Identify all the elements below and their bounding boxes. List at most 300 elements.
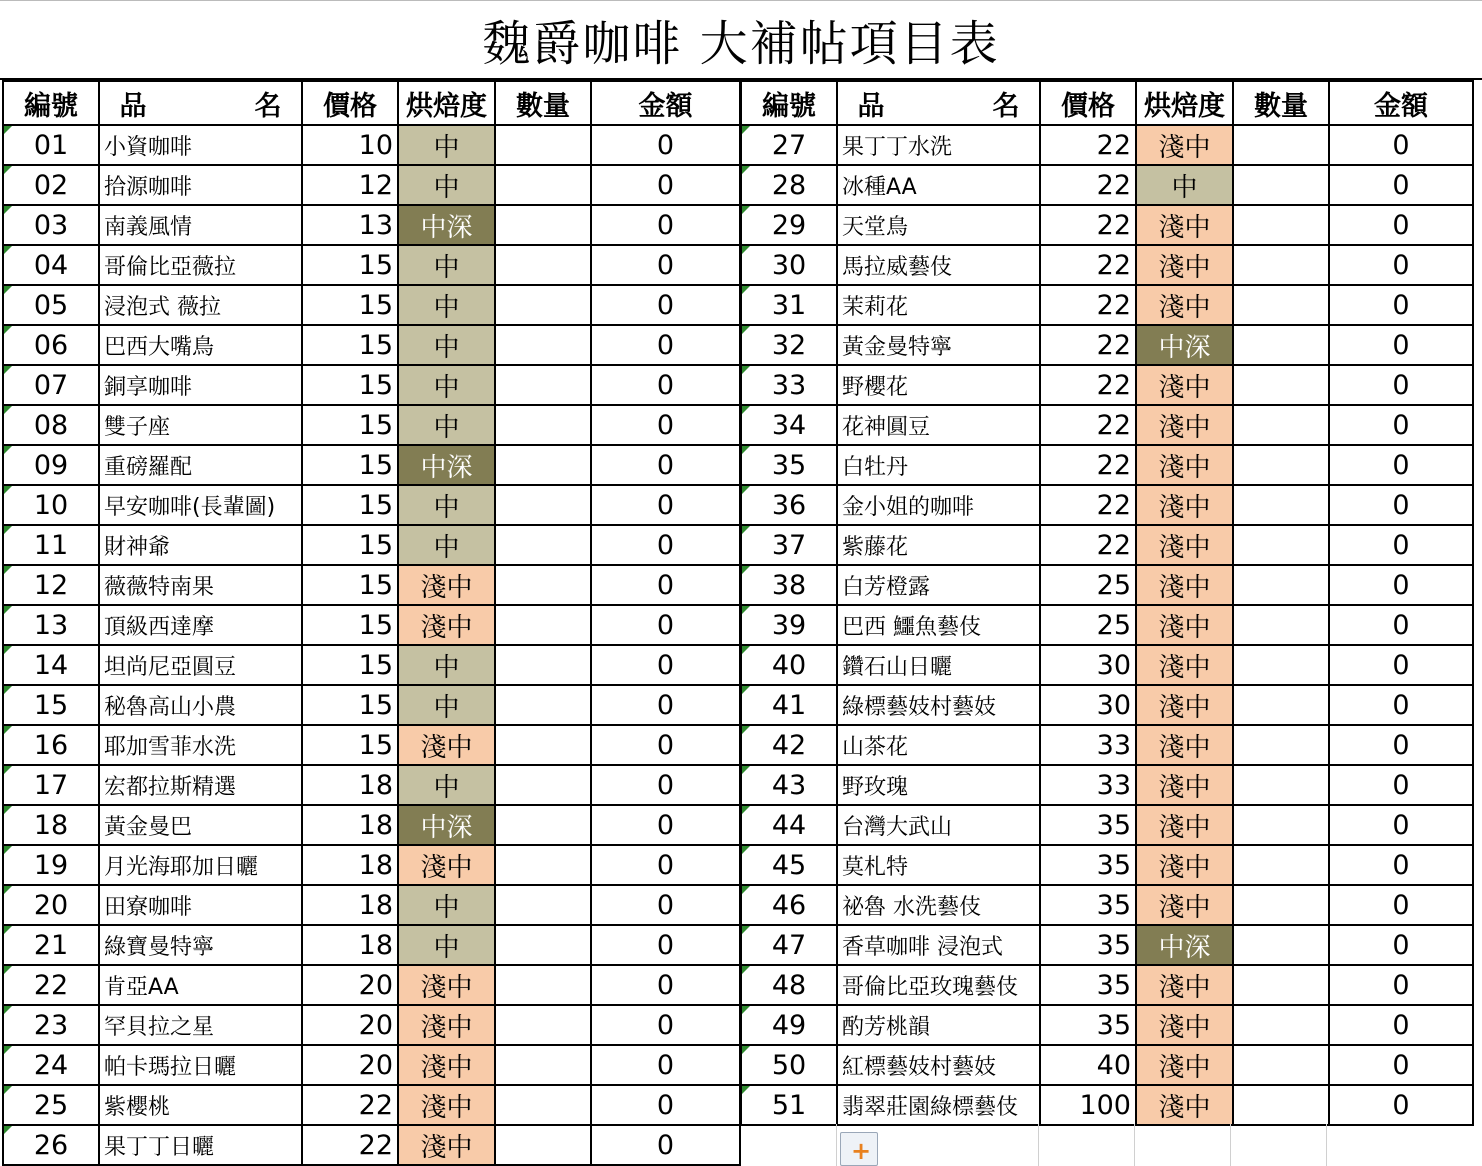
header-no[interactable]: 編號	[741, 81, 837, 125]
amount-cell[interactable]: 0	[591, 1125, 740, 1165]
roast-level-cell[interactable]: 中	[398, 685, 495, 725]
item-name-cell[interactable]: 果丁丁日曬	[99, 1125, 302, 1165]
quantity-cell[interactable]	[495, 485, 591, 525]
item-price-cell[interactable]: 22	[1040, 325, 1136, 365]
item-name-cell[interactable]: 黃金曼巴	[99, 805, 302, 845]
item-price-cell[interactable]: 18	[302, 805, 398, 845]
item-name-cell[interactable]: 冰種AA	[837, 165, 1040, 205]
item-price-cell[interactable]: 15	[302, 605, 398, 645]
amount-cell[interactable]: 0	[1329, 485, 1473, 525]
quantity-cell[interactable]	[495, 765, 591, 805]
header-roast[interactable]: 烘焙度	[398, 81, 495, 125]
roast-level-cell[interactable]: 淺中	[1136, 525, 1233, 565]
quantity-cell[interactable]	[1233, 165, 1329, 205]
item-number-cell[interactable]: 27	[741, 125, 837, 165]
roast-level-cell[interactable]: 中	[398, 525, 495, 565]
amount-cell[interactable]: 0	[1329, 405, 1473, 445]
item-price-cell[interactable]: 10	[302, 125, 398, 165]
item-price-cell[interactable]: 15	[302, 565, 398, 605]
item-name-cell[interactable]: 拾源咖啡	[99, 165, 302, 205]
roast-level-cell[interactable]: 中深	[398, 805, 495, 845]
item-price-cell[interactable]: 18	[302, 845, 398, 885]
item-name-cell[interactable]: 香草咖啡 浸泡式	[837, 925, 1040, 965]
item-price-cell[interactable]: 35	[1040, 965, 1136, 1005]
item-price-cell[interactable]: 15	[302, 525, 398, 565]
roast-level-cell[interactable]: 淺中	[398, 1085, 495, 1125]
roast-level-cell[interactable]: 中	[398, 245, 495, 285]
roast-level-cell[interactable]: 淺中	[1136, 245, 1233, 285]
item-price-cell[interactable]: 15	[302, 445, 398, 485]
amount-cell[interactable]: 0	[591, 525, 740, 565]
roast-level-cell[interactable]: 淺中	[1136, 125, 1233, 165]
quantity-cell[interactable]	[495, 685, 591, 725]
roast-level-cell[interactable]: 淺中	[1136, 1005, 1233, 1045]
item-number-cell[interactable]: 19	[3, 845, 99, 885]
amount-cell[interactable]: 0	[1329, 885, 1473, 925]
item-name-cell[interactable]: 罕貝拉之星	[99, 1005, 302, 1045]
quantity-cell[interactable]	[495, 365, 591, 405]
header-name[interactable]: 品 名	[99, 81, 302, 125]
amount-cell[interactable]: 0	[591, 325, 740, 365]
item-price-cell[interactable]: 35	[1040, 925, 1136, 965]
amount-cell[interactable]: 0	[591, 285, 740, 325]
amount-cell[interactable]: 0	[1329, 325, 1473, 365]
item-name-cell[interactable]: 花神圓豆	[837, 405, 1040, 445]
roast-level-cell[interactable]: 淺中	[1136, 805, 1233, 845]
paste-options-icon[interactable]	[840, 1132, 878, 1166]
item-price-cell[interactable]: 18	[302, 885, 398, 925]
item-number-cell[interactable]: 37	[741, 525, 837, 565]
item-price-cell[interactable]: 30	[1040, 685, 1136, 725]
quantity-cell[interactable]	[495, 885, 591, 925]
roast-level-cell[interactable]: 中深	[1136, 925, 1233, 965]
roast-level-cell[interactable]: 中	[398, 885, 495, 925]
quantity-cell[interactable]	[1233, 1005, 1329, 1045]
quantity-cell[interactable]	[495, 405, 591, 445]
amount-cell[interactable]: 0	[1329, 645, 1473, 685]
quantity-cell[interactable]	[1233, 845, 1329, 885]
item-number-cell[interactable]: 09	[3, 445, 99, 485]
quantity-cell[interactable]	[1233, 525, 1329, 565]
amount-cell[interactable]: 0	[1329, 125, 1473, 165]
item-number-cell[interactable]: 08	[3, 405, 99, 445]
item-name-cell[interactable]: 秘魯高山小農	[99, 685, 302, 725]
item-price-cell[interactable]: 30	[1040, 645, 1136, 685]
quantity-cell[interactable]	[495, 125, 591, 165]
amount-cell[interactable]: 0	[1329, 285, 1473, 325]
amount-cell[interactable]: 0	[591, 1045, 740, 1085]
roast-level-cell[interactable]: 中	[398, 405, 495, 445]
roast-level-cell[interactable]: 中深	[1136, 325, 1233, 365]
item-number-cell[interactable]: 14	[3, 645, 99, 685]
item-number-cell[interactable]: 48	[741, 965, 837, 1005]
item-name-cell[interactable]: 浸泡式 薇拉	[99, 285, 302, 325]
item-number-cell[interactable]: 39	[741, 605, 837, 645]
roast-level-cell[interactable]: 中	[398, 365, 495, 405]
item-number-cell[interactable]: 07	[3, 365, 99, 405]
item-name-cell[interactable]: 帕卡瑪拉日曬	[99, 1045, 302, 1085]
roast-level-cell[interactable]: 中	[398, 325, 495, 365]
item-price-cell[interactable]: 22	[1040, 285, 1136, 325]
quantity-cell[interactable]	[495, 1005, 591, 1045]
item-price-cell[interactable]: 22	[1040, 485, 1136, 525]
quantity-cell[interactable]	[495, 925, 591, 965]
item-name-cell[interactable]: 坦尚尼亞圓豆	[99, 645, 302, 685]
roast-level-cell[interactable]: 淺中	[1136, 365, 1233, 405]
quantity-cell[interactable]	[1233, 125, 1329, 165]
item-name-cell[interactable]: 哥倫比亞薇拉	[99, 245, 302, 285]
quantity-cell[interactable]	[1233, 445, 1329, 485]
roast-level-cell[interactable]: 淺中	[1136, 285, 1233, 325]
item-price-cell[interactable]: 33	[1040, 765, 1136, 805]
quantity-cell[interactable]	[1233, 485, 1329, 525]
item-price-cell[interactable]: 18	[302, 765, 398, 805]
item-price-cell[interactable]: 15	[302, 725, 398, 765]
amount-cell[interactable]: 0	[591, 725, 740, 765]
roast-level-cell[interactable]: 中深	[398, 445, 495, 485]
header-name[interactable]: 品 名	[837, 81, 1040, 125]
item-number-cell[interactable]: 15	[3, 685, 99, 725]
quantity-cell[interactable]	[1233, 205, 1329, 245]
quantity-cell[interactable]	[495, 1125, 591, 1165]
roast-level-cell[interactable]: 中	[398, 645, 495, 685]
item-name-cell[interactable]: 馬拉威藝伎	[837, 245, 1040, 285]
item-price-cell[interactable]: 20	[302, 1045, 398, 1085]
item-number-cell[interactable]: 51	[741, 1085, 837, 1125]
roast-level-cell[interactable]: 中	[398, 285, 495, 325]
item-number-cell[interactable]: 24	[3, 1045, 99, 1085]
item-price-cell[interactable]: 15	[302, 405, 398, 445]
roast-level-cell[interactable]: 淺中	[398, 1045, 495, 1085]
item-name-cell[interactable]: 白芳橙露	[837, 565, 1040, 605]
item-name-cell[interactable]: 黃金曼特寧	[837, 325, 1040, 365]
item-name-cell[interactable]: 鑽石山日曬	[837, 645, 1040, 685]
roast-level-cell[interactable]: 淺中	[1136, 565, 1233, 605]
header-roast[interactable]: 烘焙度	[1136, 81, 1233, 125]
quantity-cell[interactable]	[495, 845, 591, 885]
item-number-cell[interactable]: 50	[741, 1045, 837, 1085]
quantity-cell[interactable]	[1233, 765, 1329, 805]
item-number-cell[interactable]: 45	[741, 845, 837, 885]
roast-level-cell[interactable]: 淺中	[1136, 725, 1233, 765]
item-name-cell[interactable]: 祕魯 水洗藝伎	[837, 885, 1040, 925]
item-name-cell[interactable]: 財神爺	[99, 525, 302, 565]
amount-cell[interactable]: 0	[1329, 205, 1473, 245]
item-price-cell[interactable]: 15	[302, 245, 398, 285]
item-name-cell[interactable]: 白牡丹	[837, 445, 1040, 485]
quantity-cell[interactable]	[1233, 885, 1329, 925]
quantity-cell[interactable]	[1233, 645, 1329, 685]
item-price-cell[interactable]: 35	[1040, 1005, 1136, 1045]
roast-level-cell[interactable]: 淺中	[1136, 765, 1233, 805]
item-price-cell[interactable]: 22	[1040, 245, 1136, 285]
item-number-cell[interactable]: 05	[3, 285, 99, 325]
quantity-cell[interactable]	[1233, 245, 1329, 285]
roast-level-cell[interactable]: 淺中	[1136, 885, 1233, 925]
roast-level-cell[interactable]: 淺中	[398, 965, 495, 1005]
quantity-cell[interactable]	[495, 565, 591, 605]
amount-cell[interactable]: 0	[591, 365, 740, 405]
amount-cell[interactable]: 0	[1329, 245, 1473, 285]
roast-level-cell[interactable]: 中	[398, 925, 495, 965]
item-price-cell[interactable]: 35	[1040, 845, 1136, 885]
item-name-cell[interactable]: 果丁丁水洗	[837, 125, 1040, 165]
item-price-cell[interactable]: 15	[302, 365, 398, 405]
amount-cell[interactable]: 0	[1329, 525, 1473, 565]
item-number-cell[interactable]: 23	[3, 1005, 99, 1045]
item-price-cell[interactable]: 15	[302, 285, 398, 325]
item-number-cell[interactable]: 49	[741, 1005, 837, 1045]
header-qty[interactable]: 數量	[1233, 81, 1329, 125]
item-number-cell[interactable]: 29	[741, 205, 837, 245]
item-number-cell[interactable]: 31	[741, 285, 837, 325]
item-name-cell[interactable]: 頂級西達摩	[99, 605, 302, 645]
amount-cell[interactable]: 0	[1329, 365, 1473, 405]
roast-level-cell[interactable]: 中	[398, 125, 495, 165]
item-name-cell[interactable]: 台灣大武山	[837, 805, 1040, 845]
item-number-cell[interactable]: 34	[741, 405, 837, 445]
quantity-cell[interactable]	[1233, 725, 1329, 765]
item-number-cell[interactable]: 42	[741, 725, 837, 765]
item-price-cell[interactable]: 25	[1040, 565, 1136, 605]
item-number-cell[interactable]: 16	[3, 725, 99, 765]
item-number-cell[interactable]: 38	[741, 565, 837, 605]
amount-cell[interactable]: 0	[591, 485, 740, 525]
roast-level-cell[interactable]: 淺中	[398, 605, 495, 645]
item-price-cell[interactable]: 15	[302, 325, 398, 365]
amount-cell[interactable]: 0	[1329, 805, 1473, 845]
quantity-cell[interactable]	[495, 805, 591, 845]
roast-level-cell[interactable]: 淺中	[1136, 445, 1233, 485]
roast-level-cell[interactable]: 淺中	[1136, 485, 1233, 525]
item-price-cell[interactable]: 22	[302, 1125, 398, 1165]
quantity-cell[interactable]	[1233, 685, 1329, 725]
item-number-cell[interactable]: 44	[741, 805, 837, 845]
amount-cell[interactable]: 0	[1329, 845, 1473, 885]
item-price-cell[interactable]: 22	[1040, 125, 1136, 165]
roast-level-cell[interactable]: 中	[398, 485, 495, 525]
item-number-cell[interactable]: 21	[3, 925, 99, 965]
item-price-cell[interactable]: 35	[1040, 805, 1136, 845]
amount-cell[interactable]: 0	[1329, 725, 1473, 765]
item-name-cell[interactable]: 南義風情	[99, 205, 302, 245]
item-name-cell[interactable]: 薇薇特南果	[99, 565, 302, 605]
item-price-cell[interactable]: 35	[1040, 885, 1136, 925]
item-price-cell[interactable]: 22	[302, 1085, 398, 1125]
quantity-cell[interactable]	[1233, 405, 1329, 445]
item-name-cell[interactable]: 紫櫻桃	[99, 1085, 302, 1125]
amount-cell[interactable]: 0	[591, 1005, 740, 1045]
item-number-cell[interactable]: 20	[3, 885, 99, 925]
item-name-cell[interactable]: 紅標藝妓村藝妓	[837, 1045, 1040, 1085]
amount-cell[interactable]: 0	[591, 405, 740, 445]
quantity-cell[interactable]	[1233, 1085, 1329, 1125]
amount-cell[interactable]: 0	[591, 565, 740, 605]
item-number-cell[interactable]: 03	[3, 205, 99, 245]
item-name-cell[interactable]: 綠寶曼特寧	[99, 925, 302, 965]
item-number-cell[interactable]: 36	[741, 485, 837, 525]
roast-level-cell[interactable]: 淺中	[1136, 405, 1233, 445]
amount-cell[interactable]: 0	[591, 245, 740, 285]
header-qty[interactable]: 數量	[495, 81, 591, 125]
amount-cell[interactable]: 0	[591, 685, 740, 725]
item-name-cell[interactable]: 綠標藝妓村藝妓	[837, 685, 1040, 725]
item-number-cell[interactable]: 06	[3, 325, 99, 365]
quantity-cell[interactable]	[495, 1085, 591, 1125]
roast-level-cell[interactable]: 淺中	[1136, 205, 1233, 245]
item-name-cell[interactable]: 宏都拉斯精選	[99, 765, 302, 805]
item-price-cell[interactable]: 15	[302, 485, 398, 525]
item-price-cell[interactable]: 22	[1040, 525, 1136, 565]
header-amount[interactable]: 金額	[591, 81, 740, 125]
quantity-cell[interactable]	[495, 325, 591, 365]
quantity-cell[interactable]	[495, 245, 591, 285]
quantity-cell[interactable]	[1233, 365, 1329, 405]
item-name-cell[interactable]: 山茶花	[837, 725, 1040, 765]
quantity-cell[interactable]	[1233, 1045, 1329, 1085]
item-name-cell[interactable]: 肯亞AA	[99, 965, 302, 1005]
quantity-cell[interactable]	[495, 645, 591, 685]
roast-level-cell[interactable]: 淺中	[398, 1005, 495, 1045]
roast-level-cell[interactable]: 淺中	[1136, 1085, 1233, 1125]
item-price-cell[interactable]: 25	[1040, 605, 1136, 645]
roast-level-cell[interactable]: 淺中	[398, 845, 495, 885]
item-number-cell[interactable]: 12	[3, 565, 99, 605]
item-price-cell[interactable]: 18	[302, 925, 398, 965]
amount-cell[interactable]: 0	[591, 205, 740, 245]
item-name-cell[interactable]: 金小姐的咖啡	[837, 485, 1040, 525]
quantity-cell[interactable]	[495, 965, 591, 1005]
item-number-cell[interactable]: 25	[3, 1085, 99, 1125]
quantity-cell[interactable]	[495, 445, 591, 485]
amount-cell[interactable]: 0	[591, 965, 740, 1005]
quantity-cell[interactable]	[1233, 605, 1329, 645]
item-number-cell[interactable]: 35	[741, 445, 837, 485]
roast-level-cell[interactable]: 淺中	[1136, 1045, 1233, 1085]
item-name-cell[interactable]: 月光海耶加日曬	[99, 845, 302, 885]
amount-cell[interactable]: 0	[591, 765, 740, 805]
quantity-cell[interactable]	[1233, 285, 1329, 325]
roast-level-cell[interactable]: 中深	[398, 205, 495, 245]
item-number-cell[interactable]: 30	[741, 245, 837, 285]
quantity-cell[interactable]	[1233, 925, 1329, 965]
quantity-cell[interactable]	[495, 525, 591, 565]
quantity-cell[interactable]	[495, 605, 591, 645]
item-name-cell[interactable]: 雙子座	[99, 405, 302, 445]
item-price-cell[interactable]: 15	[302, 685, 398, 725]
roast-level-cell[interactable]: 淺中	[1136, 965, 1233, 1005]
item-price-cell[interactable]: 100	[1040, 1085, 1136, 1125]
item-number-cell[interactable]: 41	[741, 685, 837, 725]
item-price-cell[interactable]: 22	[1040, 365, 1136, 405]
quantity-cell[interactable]	[1233, 965, 1329, 1005]
quantity-cell[interactable]	[495, 725, 591, 765]
item-name-cell[interactable]: 早安咖啡(長輩圖)	[99, 485, 302, 525]
roast-level-cell[interactable]: 中	[398, 765, 495, 805]
item-number-cell[interactable]: 02	[3, 165, 99, 205]
roast-level-cell[interactable]: 淺中	[1136, 685, 1233, 725]
item-number-cell[interactable]: 13	[3, 605, 99, 645]
amount-cell[interactable]: 0	[1329, 565, 1473, 605]
amount-cell[interactable]: 0	[591, 1085, 740, 1125]
header-price[interactable]: 價格	[302, 81, 398, 125]
item-price-cell[interactable]: 22	[1040, 405, 1136, 445]
item-name-cell[interactable]: 耶加雪菲水洗	[99, 725, 302, 765]
item-number-cell[interactable]: 17	[3, 765, 99, 805]
amount-cell[interactable]: 0	[1329, 925, 1473, 965]
item-name-cell[interactable]: 翡翠莊園綠標藝伎	[837, 1085, 1040, 1125]
quantity-cell[interactable]	[495, 205, 591, 245]
amount-cell[interactable]: 0	[591, 125, 740, 165]
item-number-cell[interactable]: 47	[741, 925, 837, 965]
roast-level-cell[interactable]: 淺中	[398, 725, 495, 765]
item-number-cell[interactable]: 33	[741, 365, 837, 405]
amount-cell[interactable]: 0	[1329, 765, 1473, 805]
item-price-cell[interactable]: 22	[1040, 205, 1136, 245]
item-name-cell[interactable]: 重磅羅配	[99, 445, 302, 485]
amount-cell[interactable]: 0	[591, 925, 740, 965]
amount-cell[interactable]: 0	[591, 805, 740, 845]
item-number-cell[interactable]: 43	[741, 765, 837, 805]
header-price[interactable]: 價格	[1040, 81, 1136, 125]
item-name-cell[interactable]: 紫藤花	[837, 525, 1040, 565]
item-price-cell[interactable]: 20	[302, 965, 398, 1005]
quantity-cell[interactable]	[495, 285, 591, 325]
item-name-cell[interactable]: 酌芳桃韻	[837, 1005, 1040, 1045]
amount-cell[interactable]: 0	[591, 885, 740, 925]
amount-cell[interactable]: 0	[591, 165, 740, 205]
item-name-cell[interactable]: 莫札特	[837, 845, 1040, 885]
roast-level-cell[interactable]: 淺中	[398, 1125, 495, 1165]
amount-cell[interactable]: 0	[1329, 1085, 1473, 1125]
roast-level-cell[interactable]: 淺中	[1136, 645, 1233, 685]
item-name-cell[interactable]: 野櫻花	[837, 365, 1040, 405]
roast-level-cell[interactable]: 淺中	[1136, 605, 1233, 645]
item-price-cell[interactable]: 20	[302, 1005, 398, 1045]
item-number-cell[interactable]: 11	[3, 525, 99, 565]
amount-cell[interactable]: 0	[1329, 165, 1473, 205]
amount-cell[interactable]: 0	[1329, 1045, 1473, 1085]
item-number-cell[interactable]: 40	[741, 645, 837, 685]
amount-cell[interactable]: 0	[1329, 965, 1473, 1005]
roast-level-cell[interactable]: 淺中	[1136, 845, 1233, 885]
item-price-cell[interactable]: 22	[1040, 445, 1136, 485]
item-name-cell[interactable]: 銅享咖啡	[99, 365, 302, 405]
header-amount[interactable]: 金額	[1329, 81, 1473, 125]
item-number-cell[interactable]: 04	[3, 245, 99, 285]
item-number-cell[interactable]: 28	[741, 165, 837, 205]
amount-cell[interactable]: 0	[1329, 685, 1473, 725]
quantity-cell[interactable]	[1233, 325, 1329, 365]
quantity-cell[interactable]	[495, 1045, 591, 1085]
header-no[interactable]: 編號	[3, 81, 99, 125]
amount-cell[interactable]: 0	[1329, 445, 1473, 485]
item-price-cell[interactable]: 15	[302, 645, 398, 685]
item-name-cell[interactable]: 茉莉花	[837, 285, 1040, 325]
quantity-cell[interactable]	[1233, 565, 1329, 605]
item-name-cell[interactable]: 小資咖啡	[99, 125, 302, 165]
item-name-cell[interactable]: 天堂鳥	[837, 205, 1040, 245]
item-price-cell[interactable]: 33	[1040, 725, 1136, 765]
item-number-cell[interactable]: 01	[3, 125, 99, 165]
amount-cell[interactable]: 0	[1329, 1005, 1473, 1045]
item-number-cell[interactable]: 26	[3, 1125, 99, 1165]
item-number-cell[interactable]: 10	[3, 485, 99, 525]
item-name-cell[interactable]: 巴西大嘴鳥	[99, 325, 302, 365]
amount-cell[interactable]: 0	[1329, 605, 1473, 645]
quantity-cell[interactable]	[1233, 805, 1329, 845]
item-price-cell[interactable]: 13	[302, 205, 398, 245]
